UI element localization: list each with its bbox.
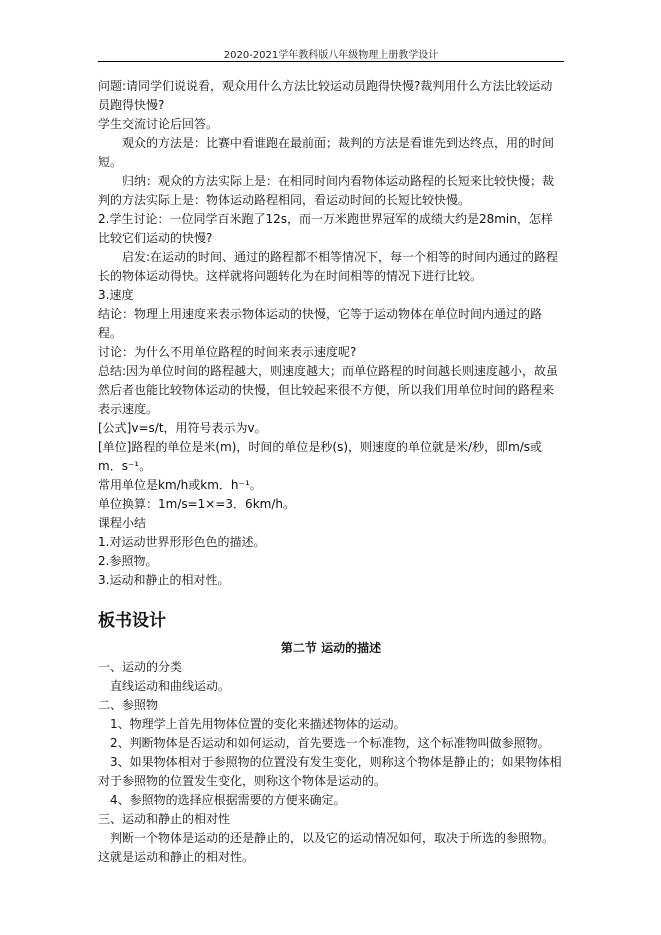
- board-line-2: 直线运动和曲线运动。: [110, 679, 231, 693]
- hint-paragraph: 启发:在运动的时间、通过的路程都不相等情况下，每一个相等的时间内通过的路程长的物体运动得快。这样就将问题转化为在时间相等的情况下进行比较。: [98, 250, 559, 283]
- board-line-4: 1、物理学上首先用物体位置的变化来描述物体的运动。: [110, 717, 406, 731]
- student-discussion-line: 学生交流讨论后回答。: [98, 117, 219, 131]
- conclusion-line: 结论：物理上用速度来表示物体运动的快慢，它等于运动物体在单位时间内通过的路程。: [98, 307, 543, 340]
- summary-item-2: 2.参照物。: [98, 554, 158, 568]
- lesson-summary-heading: 课程小结: [98, 516, 147, 530]
- question-paragraph: 问题:请同学们说说看，观众用什么方法比较运动员跑得快慢?裁判用什么方法比较运动员跑得快慢?: [98, 79, 553, 112]
- speed-heading: 3.速度: [98, 288, 134, 302]
- summary-line: 总结:因为单位时间的路程越大，则速度越大；而单位路程的时间越长则速度越小，故虽然后者也能比较物体运动的快慢，但比较起来很不方便，所以我们用单位时间的路程来表示速度。: [98, 364, 559, 416]
- board-line-8: 三、运动和静止的相对性: [98, 812, 231, 826]
- board-line-3: 二、参照物: [98, 698, 159, 712]
- summary-item-1: 1.对运动世界形形色色的描述。: [98, 535, 266, 549]
- summary-item-3: 3.运动和静止的相对性。: [98, 573, 230, 587]
- board-line-1: 一、运动的分类: [98, 660, 183, 674]
- header-divider: [98, 61, 564, 62]
- section-title: 第二节 运动的描述: [280, 641, 382, 655]
- unit-line: [单位]路程的单位是米(m)，时间的单位是秒(s)，则速度的单位就是米/秒，即m/s或m．s⁻¹。: [98, 440, 543, 473]
- unit-conversion-line: 单位换算：1m/s=1×=3．6km/h。: [98, 497, 295, 511]
- discussion-line: 讨论：为什么不用单位路程的时间来表示速度呢?: [98, 345, 357, 359]
- page-header: 2020-2021学年教科版八年级物理上册教学设计: [223, 50, 439, 61]
- audience-method-line: 观众的方法是：比赛中看谁跑在最前面；裁判的方法是看谁先到达终点，用的时间短。: [98, 136, 555, 169]
- board-line-9: 判断一个物体是运动的还是静止的，以及它的运动情况如何，取决于所选的参照物。这就是运动和静止的相对性。: [98, 831, 555, 864]
- board-line-6: 3、如果物体相对于参照物的位置没有发生变化，则称这个物体是静止的；如果物体相对于参照物的位置发生变化，则称这个物体是运动的。: [98, 755, 562, 788]
- summary-paragraph: 归纳：观众的方法实际上是：在相同时间内看物体运动路程的长短来比较快慢；裁判的方法实际上是：物体运动路程相同，看运动时间的长短比较快慢。: [98, 174, 555, 207]
- common-unit-line: 常用单位是km/h或km．h⁻¹。: [98, 478, 262, 492]
- board-line-5: 2、判断物体是否运动和如何运动，首先要选一个标准物，这个标准物叫做参照物。: [110, 736, 550, 750]
- document-body: [98, 77, 564, 867]
- formula-line: [公式]v=s/t，用符号表示为v。: [98, 421, 267, 435]
- discussion-2-paragraph: 2.学生讨论：一位同学百米跑了12s，而一万米跑世界冠军的成绩大约是28min，怎样比较它们运动的快慢?: [98, 212, 553, 245]
- board-design-title: 板书设计: [98, 611, 166, 631]
- board-line-7: 4、参照物的选择应根据需要的方便来确定。: [110, 793, 346, 807]
